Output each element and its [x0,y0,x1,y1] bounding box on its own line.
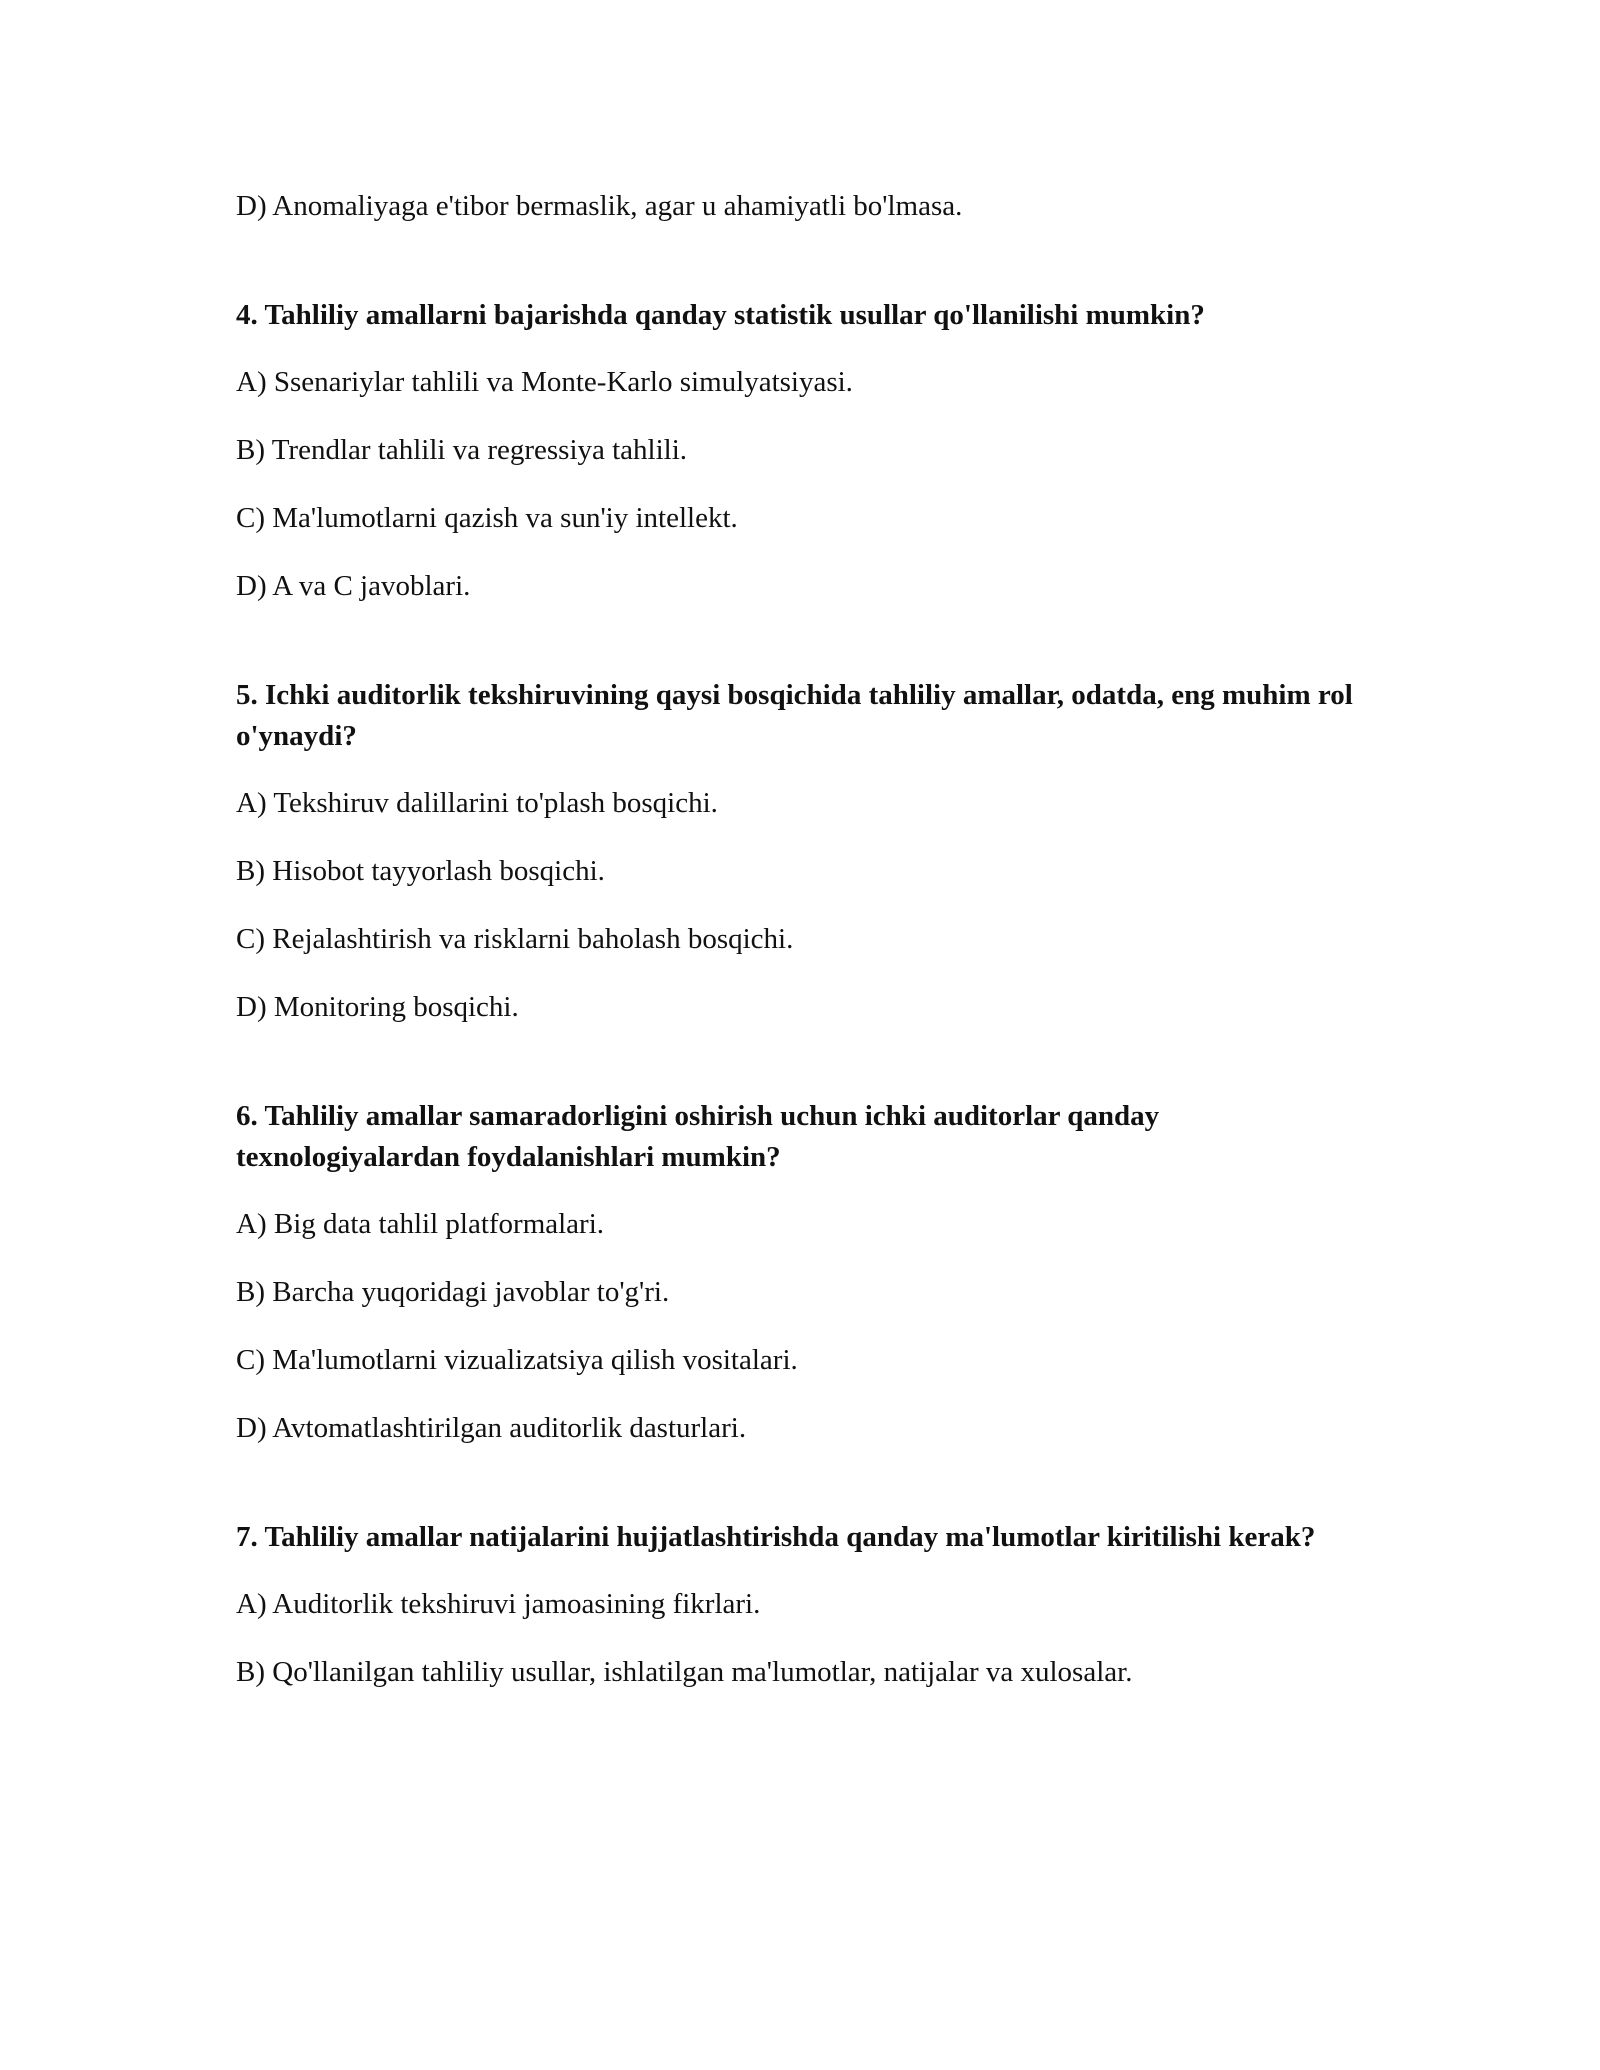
document-page [236,186,1366,1720]
question-block-7 [236,1517,1366,1693]
q6-option-c: C) Ma'lumotlarni vizualizatsiya qilish vositalari. [236,1344,798,1376]
q4-option-a: A) Ssenariylar tahlili va Monte-Karlo simulyatsiyasi. [236,366,853,398]
q6-option-d: D) Avtomatlashtirilgan auditorlik dasturlari. [236,1412,747,1444]
question-block-5 [236,675,1366,1028]
q4-option-b: B) Trendlar tahlili va regressiya tahlili. [236,434,688,466]
spacer [236,1449,1366,1517]
spacer [236,1028,1366,1096]
q6-option-b: B) Barcha yuqoridagi javoblar to'g'ri. [236,1276,670,1308]
spacer [236,607,1366,675]
spacer [236,227,1366,295]
q5-option-a: A) Tekshiruv dalillarini to'plash bosqichi. [236,787,718,819]
question-5-text: 5. Ichki auditorlik tekshiruvining qaysi bosqichida tahliliy amallar, odatda, eng muhim rol o'ynaydi? [236,679,1353,752]
q5-option-d: D) Monitoring bosqichi. [236,991,519,1023]
q7-option-b: B) Qo'llanilgan tahliliy usullar, ishlatilgan ma'lumotlar, natijalar va xulosalar. [236,1656,1133,1688]
question-4-text: 4. Tahliliy amallarni bajarishda qanday statistik usullar qo'llanilishi mumkin? [236,299,1205,331]
question-block-6 [236,1096,1366,1449]
question-7-text: 7. Tahliliy amallar natijalarini hujjatlashtirishda qanday ma'lumotlar kiritilishi kerak? [236,1521,1316,1553]
question-6-text: 6. Tahliliy amallar samaradorligini oshirish uchun ichki auditorlar qanday texnologiyalardan foydalanishlari mumkin? [236,1100,1160,1173]
option-d-q3: D) Anomaliyaga e'tibor bermaslik, agar u ahamiyatli bo'lmasa. [236,190,963,222]
q5-option-b: B) Hisobot tayyorlash bosqichi. [236,855,605,887]
question-block-4 [236,295,1366,607]
q4-option-d: D) A va C javoblari. [236,570,471,602]
q7-option-a: A) Auditorlik tekshiruvi jamoasining fikrlari. [236,1588,761,1620]
q6-option-a: A) Big data tahlil platformalari. [236,1208,605,1240]
q4-option-c: C) Ma'lumotlarni qazish va sun'iy intellekt. [236,502,738,534]
q5-option-c: C) Rejalashtirish va risklarni baholash bosqichi. [236,923,794,955]
